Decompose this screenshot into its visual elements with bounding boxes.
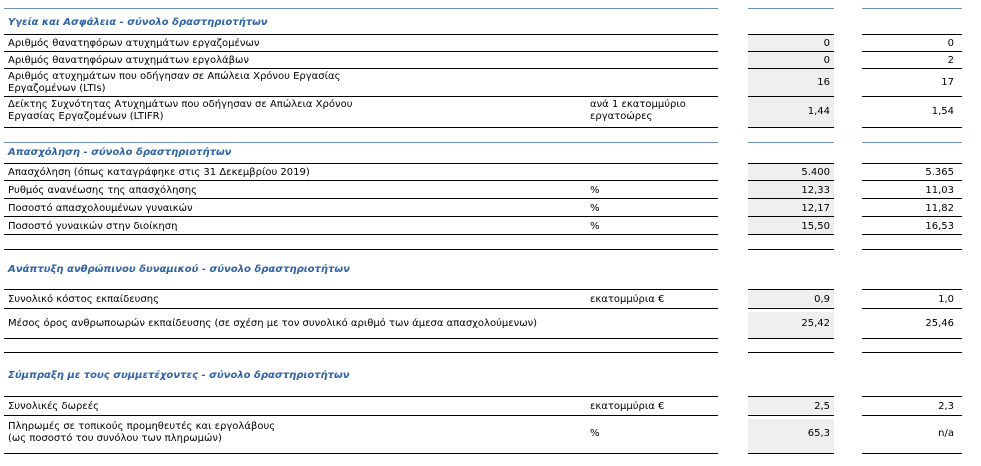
row-rule <box>4 34 718 35</box>
row-label: Δείκτης Συχνότητας Ατυχημάτων που οδήγησαν σε Απώλεια Χρόνου <box>8 99 353 110</box>
row-label: Ποσοστό απασχολουμένων γυναικών <box>8 203 193 214</box>
row-value-current: 65,3 <box>807 428 830 439</box>
row-rule <box>748 338 834 339</box>
row-value-current: 1,44 <box>807 106 830 117</box>
row-label-line2: Εργαζομένων (LTIs) <box>8 83 106 94</box>
row-rule <box>748 163 834 164</box>
row-value-current: 0 <box>823 38 830 49</box>
row-rule <box>862 415 962 416</box>
row-value-previous: 11,03 <box>925 185 954 196</box>
row-value-previous: 0 <box>947 38 954 49</box>
row-rule <box>862 216 962 217</box>
row-unit: % <box>590 428 600 439</box>
row-rule <box>4 338 718 339</box>
row-unit: % <box>590 185 600 196</box>
row-label: Μέσος όρος ανθρωποωρών εκπαίδευσης (σε σχέση με τον συνολικό αριθμό των άμεσα απασχολούμενων) <box>8 318 538 329</box>
row-value-current: 0 <box>823 55 830 66</box>
row-rule <box>862 163 962 164</box>
row-rule <box>748 289 834 290</box>
row-rule <box>748 51 834 52</box>
row-rule <box>862 51 962 52</box>
row-label: Απασχόληση (όπως καταγράφηκε στις 31 Δεκεμβρίου 2019) <box>8 167 310 178</box>
row-value-current: 0,9 <box>814 294 830 305</box>
row-rule <box>4 308 718 309</box>
section-rule <box>4 142 718 143</box>
row-rule <box>748 415 834 416</box>
row-rule <box>862 234 962 235</box>
row-label: Αριθμός ατυχημάτων που οδήγησαν σε Απώλεια Χρόνου Εργασίας <box>8 71 341 82</box>
row-rule <box>862 352 962 353</box>
row-rule <box>4 198 718 199</box>
row-rule <box>862 127 962 128</box>
row-rule <box>862 68 962 69</box>
row-value-previous: 1,0 <box>938 294 954 305</box>
row-value-previous: 25,46 <box>925 318 954 329</box>
row-rule <box>4 289 718 290</box>
row-value-previous: 17 <box>941 77 954 88</box>
row-rule <box>748 453 834 454</box>
row-label-line2: Εργασίας Εργαζομένων (LTIFR) <box>8 111 164 122</box>
row-rule <box>862 308 962 309</box>
row-label: Ποσοστό γυναικών στην διοίκηση <box>8 221 178 232</box>
row-label: Συνολικές δωρεές <box>8 401 99 412</box>
row-label: Αριθμός θανατηφόρων ατυχημάτων εργαζομένων <box>8 38 260 49</box>
top-rule-label <box>4 8 718 9</box>
row-rule <box>4 415 718 416</box>
row-value-current: 12,17 <box>801 203 830 214</box>
row-rule <box>748 198 834 199</box>
row-value-previous: 2 <box>947 55 954 66</box>
row-value-current: 25,42 <box>801 318 830 329</box>
row-rule <box>748 216 834 217</box>
row-unit-line2: εργατοώρες <box>590 111 653 122</box>
section-title-human-development: Ανάπτυξη ανθρώπινου δυναμικού - σύνολο δραστηριοτήτων <box>8 264 350 275</box>
row-rule <box>862 34 962 35</box>
section-rule <box>862 142 962 143</box>
row-rule <box>4 396 718 397</box>
row-value-previous: n/a <box>938 428 954 439</box>
row-rule <box>4 180 718 181</box>
section-rule <box>748 142 834 143</box>
row-unit: % <box>590 221 600 232</box>
row-rule <box>4 216 718 217</box>
row-rule <box>4 249 718 250</box>
row-rule <box>748 352 834 353</box>
row-rule <box>4 68 718 69</box>
row-rule <box>748 234 834 235</box>
row-rule <box>862 180 962 181</box>
row-rule <box>748 96 834 97</box>
row-rule <box>748 308 834 309</box>
row-rule <box>4 234 718 235</box>
section-title-health-safety: Υγεία και Ασφάλεια - σύνολο δραστηριοτήτων <box>8 17 268 28</box>
row-rule <box>4 352 718 353</box>
row-rule <box>862 338 962 339</box>
row-rule <box>862 96 962 97</box>
row-rule <box>4 51 718 52</box>
row-rule <box>4 127 718 128</box>
row-unit: εκατομμύρια € <box>590 401 665 412</box>
row-label: Συνολικό κόστος εκπαίδευσης <box>8 294 159 305</box>
row-label: Ρυθμός ανανέωσης της απασχόλησης <box>8 185 197 196</box>
row-value-previous: 5.365 <box>925 167 954 178</box>
top-rule-v2 <box>862 8 962 9</box>
row-rule <box>862 289 962 290</box>
row-value-current: 5.400 <box>801 167 830 178</box>
row-rule <box>4 453 718 454</box>
row-rule <box>748 396 834 397</box>
row-rule <box>748 249 834 250</box>
row-rule <box>4 96 718 97</box>
row-rule <box>748 34 834 35</box>
row-value-previous: 2,3 <box>938 401 954 412</box>
row-value-current: 2,5 <box>814 401 830 412</box>
row-rule <box>862 453 962 454</box>
row-value-current: 15,50 <box>801 221 830 232</box>
row-rule <box>862 198 962 199</box>
row-value-previous: 1,54 <box>931 106 954 117</box>
row-rule <box>748 68 834 69</box>
row-unit: % <box>590 203 600 214</box>
row-rule <box>862 249 962 250</box>
row-unit: εκατομμύρια € <box>590 294 665 305</box>
row-value-current: 12,33 <box>801 185 830 196</box>
row-unit: ανά 1 εκατομμύριο <box>590 99 686 110</box>
row-rule <box>4 163 718 164</box>
row-rule <box>862 396 962 397</box>
row-value-previous: 16,53 <box>925 221 954 232</box>
section-title-employment: Απασχόληση - σύνολο δραστηριοτήτων <box>8 147 232 158</box>
row-rule <box>748 180 834 181</box>
top-rule-v1 <box>748 8 834 9</box>
row-rule <box>748 127 834 128</box>
section-title-stakeholders: Σύμπραξη με τους συμμετέχοντες - σύνολο δραστηριοτήτων <box>8 370 350 381</box>
row-value-current: 16 <box>817 77 830 88</box>
row-value-previous: 11,82 <box>925 203 954 214</box>
row-label: Πληρωμές σε τοπικούς προμηθευτές και εργολάβους <box>8 421 276 432</box>
row-label-line2: (ως ποσοστό του συνόλου των πληρωμών) <box>8 433 222 444</box>
row-label: Αριθμός θανατηφόρων ατυχημάτων εργολάβων <box>8 55 249 66</box>
